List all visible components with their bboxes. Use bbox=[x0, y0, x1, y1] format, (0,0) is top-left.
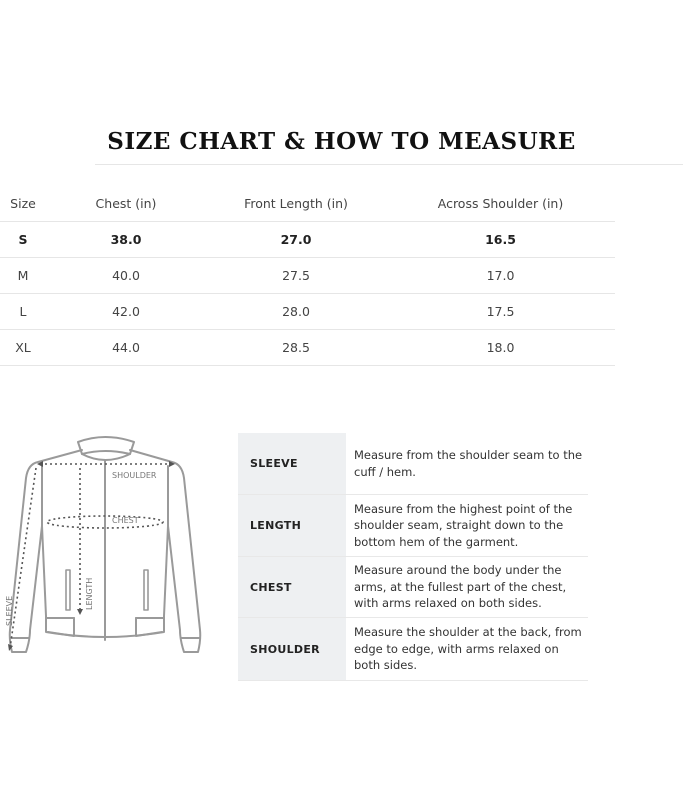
cell-across-shoulder: 17.5 bbox=[386, 294, 615, 330]
cell-across-shoulder: 16.5 bbox=[386, 222, 615, 258]
cell-chest: 42.0 bbox=[46, 294, 206, 330]
cell-size: L bbox=[0, 294, 46, 330]
cell-chest: 38.0 bbox=[46, 222, 206, 258]
page-title: SIZE CHART & HOW TO MEASURE bbox=[107, 128, 576, 155]
diagram-label-chest: CHEST bbox=[112, 516, 139, 525]
cell-chest: 40.0 bbox=[46, 258, 206, 294]
diagram-label-length: LENGTH bbox=[85, 577, 94, 610]
header-chest: Chest (in) bbox=[46, 185, 206, 222]
table-row bbox=[0, 222, 615, 258]
measure-guide-table bbox=[238, 433, 588, 681]
guide-label: SHOULDER bbox=[238, 618, 346, 681]
jacket-measurement-diagram bbox=[0, 430, 225, 670]
guide-description: Measure from the highest point of the shoulder seam, straight down to the bottom hem of the garment. bbox=[346, 495, 588, 557]
guide-description: Measure the shoulder at the back, from edge to edge, with arms relaxed on both sides. bbox=[346, 618, 588, 681]
guide-row bbox=[238, 557, 588, 618]
header-size: Size bbox=[0, 185, 46, 222]
guide-label: CHEST bbox=[238, 557, 346, 618]
cell-front-length: 28.5 bbox=[206, 330, 386, 366]
cell-front-length: 28.0 bbox=[206, 294, 386, 330]
table-row bbox=[0, 258, 615, 294]
diagram-label-shoulder: SHOULDER bbox=[112, 471, 157, 480]
cell-chest: 44.0 bbox=[46, 330, 206, 366]
cell-across-shoulder: 17.0 bbox=[386, 258, 615, 294]
cell-size: S bbox=[0, 222, 46, 258]
cell-across-shoulder: 18.0 bbox=[386, 330, 615, 366]
guide-description: Measure from the shoulder seam to the cuff / hem. bbox=[346, 433, 588, 495]
table-row bbox=[0, 294, 615, 330]
guide-row bbox=[238, 433, 588, 495]
cell-front-length: 27.0 bbox=[206, 222, 386, 258]
guide-label: LENGTH bbox=[238, 495, 346, 557]
cell-size: M bbox=[0, 258, 46, 294]
table-header-row bbox=[0, 185, 615, 222]
title-divider bbox=[95, 164, 683, 165]
table-row bbox=[0, 330, 615, 366]
guide-row bbox=[238, 495, 588, 557]
header-across-shoulder: Across Shoulder (in) bbox=[386, 185, 615, 222]
header-front-length: Front Length (in) bbox=[206, 185, 386, 222]
cell-size: XL bbox=[0, 330, 46, 366]
size-chart-table bbox=[0, 185, 615, 366]
diagram-label-sleeve: SLEEVE bbox=[5, 595, 14, 626]
guide-description: Measure around the body under the arms, at the fullest part of the chest, with arms relaxed on both sides. bbox=[346, 557, 588, 618]
guide-row bbox=[238, 618, 588, 681]
cell-front-length: 27.5 bbox=[206, 258, 386, 294]
guide-label: SLEEVE bbox=[238, 433, 346, 495]
